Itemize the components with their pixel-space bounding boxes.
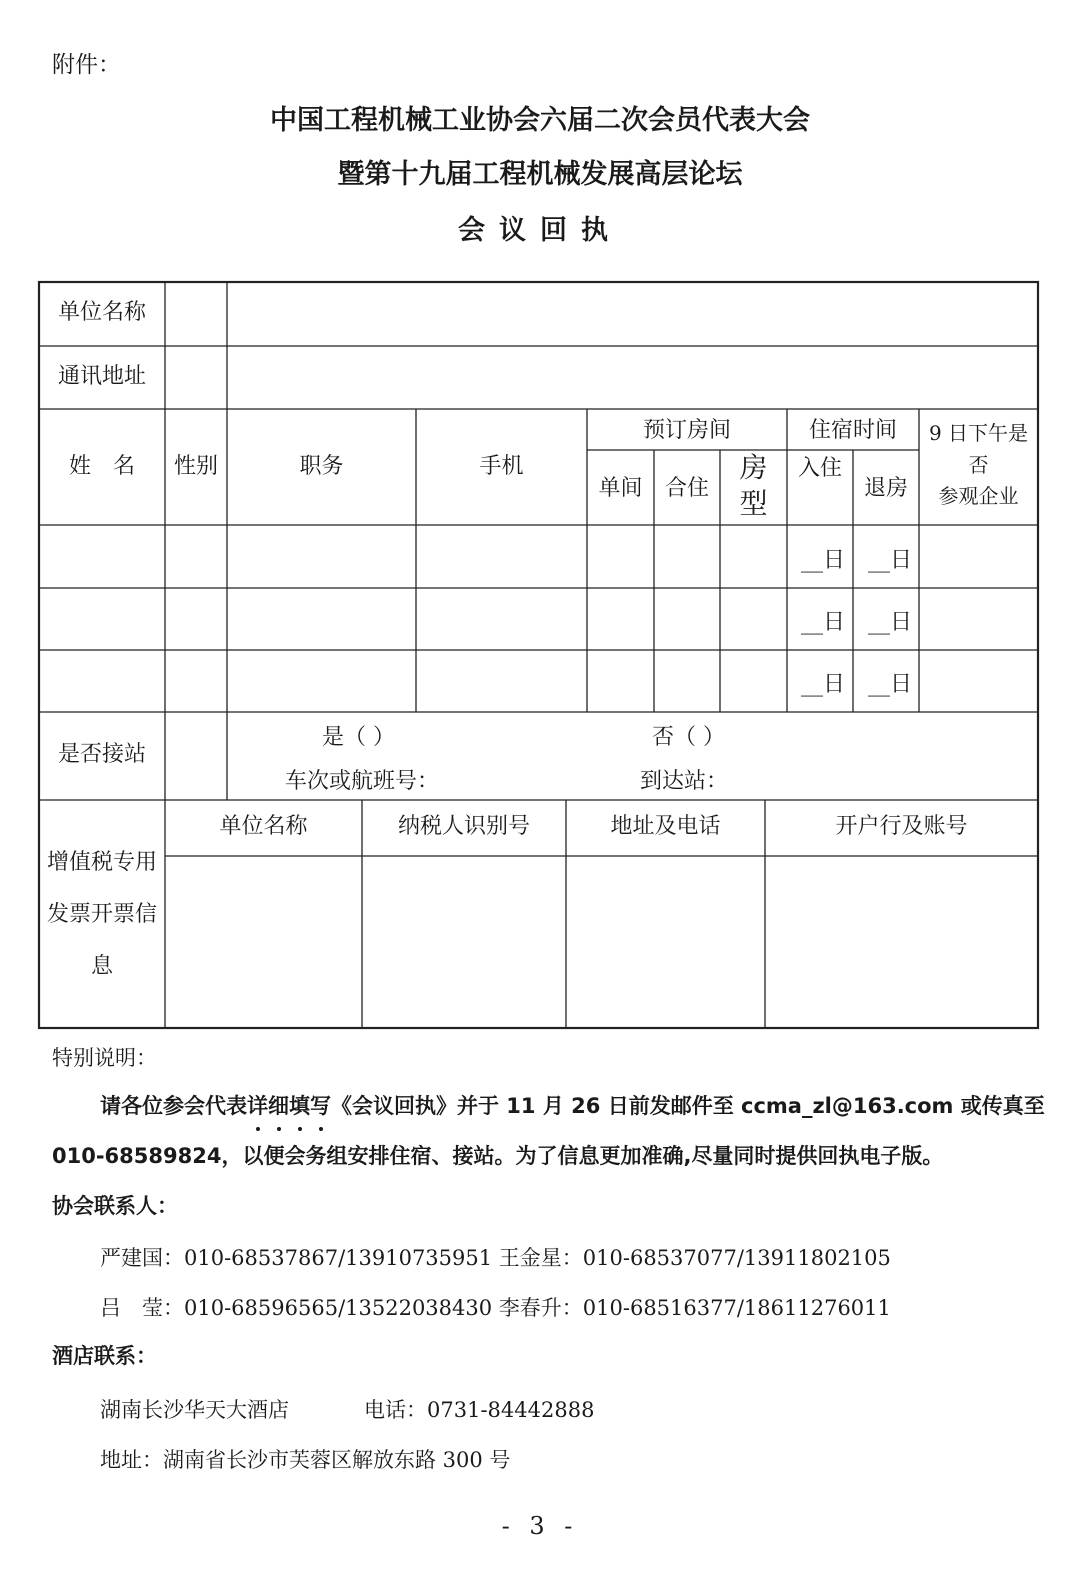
hotel-name: 湖南长沙华天大酒店 xyxy=(100,1398,289,1422)
pickup-no-option[interactable]: 否（ ） xyxy=(652,725,725,750)
visit-header-2: 否 xyxy=(968,453,989,477)
pickup-label: 是否接站 xyxy=(57,742,146,767)
visit-header-3: 参观企业 xyxy=(938,484,1019,508)
check-in-day-field[interactable]: __日 xyxy=(800,548,845,573)
emphasis-dot xyxy=(319,1127,323,1131)
position-header: 职务 xyxy=(299,454,344,479)
notes-instruction-line2: 010-68589824，以便会务组安排住宿、接站。为了信息更加准确,尽量同时提供回执电子版。 xyxy=(52,1144,944,1168)
mobile-header: 手机 xyxy=(479,454,524,479)
hotel-address: 地址：湖南省长沙市芙蓉区解放东路 300 号 xyxy=(100,1448,511,1472)
invoice-label-2: 发票开票信 xyxy=(46,902,157,927)
contact-line-1: 严建国：010-68537867/13910735951 王金星：010-68537077/13911802105 xyxy=(100,1246,891,1270)
unit-name-label: 单位名称 xyxy=(57,300,146,325)
notes-instruction-part-a: 请各位参会代表 xyxy=(100,1094,247,1118)
notes-instruction-part-c: 《会议回执》并于 11 月 26 日前发邮件至 ccma_zl@163.com 或传真至 xyxy=(331,1094,1045,1118)
check-in-header: 入住 xyxy=(797,456,842,481)
room-type-header-2: 型 xyxy=(739,487,768,520)
notes-heading: 特别说明： xyxy=(52,1046,157,1070)
contact-line-2: 吕 莹：010-68596565/13522038430 李春升：010-68516377/18611276011 xyxy=(100,1296,891,1320)
document-title-receipt: 会议回执 xyxy=(458,215,622,246)
notes-instruction-line1 xyxy=(100,1090,1045,1120)
hotel-contact-heading: 酒店联系： xyxy=(52,1344,157,1368)
check-out-day-field[interactable]: __日 xyxy=(867,672,912,697)
emphasis-dot xyxy=(298,1127,302,1131)
gender-header: 性别 xyxy=(173,454,218,479)
invoice-col-addr-phone: 地址及电话 xyxy=(610,814,721,839)
address-label: 通讯地址 xyxy=(57,364,146,389)
invoice-label-1: 增值税专用 xyxy=(46,850,157,875)
emphasis-dot xyxy=(256,1127,260,1131)
train-flight-label: 车次或航班号： xyxy=(285,769,440,794)
emphasized-text: 详细填写 xyxy=(247,1094,331,1118)
invoice-col-bank: 开户行及账号 xyxy=(835,814,968,839)
booking-header: 预订房间 xyxy=(642,418,731,443)
attachment-label: 附件： xyxy=(52,52,121,78)
emphasis-dot xyxy=(277,1127,281,1131)
check-out-header: 退房 xyxy=(863,476,908,501)
pickup-yes-option[interactable]: 是（ ） xyxy=(322,725,395,750)
invoice-col-unit: 单位名称 xyxy=(219,814,308,839)
invoice-col-tax-id: 纳税人识别号 xyxy=(397,814,530,839)
association-contacts-heading: 协会联系人： xyxy=(52,1194,178,1218)
check-in-day-field[interactable]: __日 xyxy=(800,610,845,635)
page-number: - 3 - xyxy=(501,1512,579,1540)
shared-room-header: 合住 xyxy=(664,476,709,501)
visit-header-1: 9 日下午是 xyxy=(928,421,1029,445)
check-out-day-field[interactable]: __日 xyxy=(867,548,912,573)
hotel-phone: 电话：0731-84442888 xyxy=(364,1398,595,1422)
invoice-label-3: 息 xyxy=(90,954,113,979)
room-type-header-1: 房 xyxy=(739,451,768,484)
arrival-station-label: 到达站： xyxy=(640,769,729,794)
single-room-header: 单间 xyxy=(598,476,643,501)
document-title-line1: 中国工程机械工业协会六届二次会员代表大会 xyxy=(270,105,810,136)
stay-time-header: 住宿时间 xyxy=(808,418,897,443)
document-title-line2: 暨第十九届工程机械发展高层论坛 xyxy=(337,159,743,190)
check-out-day-field[interactable]: __日 xyxy=(867,610,912,635)
name-header: 姓 名 xyxy=(68,454,135,479)
check-in-day-field[interactable]: __日 xyxy=(800,672,845,697)
